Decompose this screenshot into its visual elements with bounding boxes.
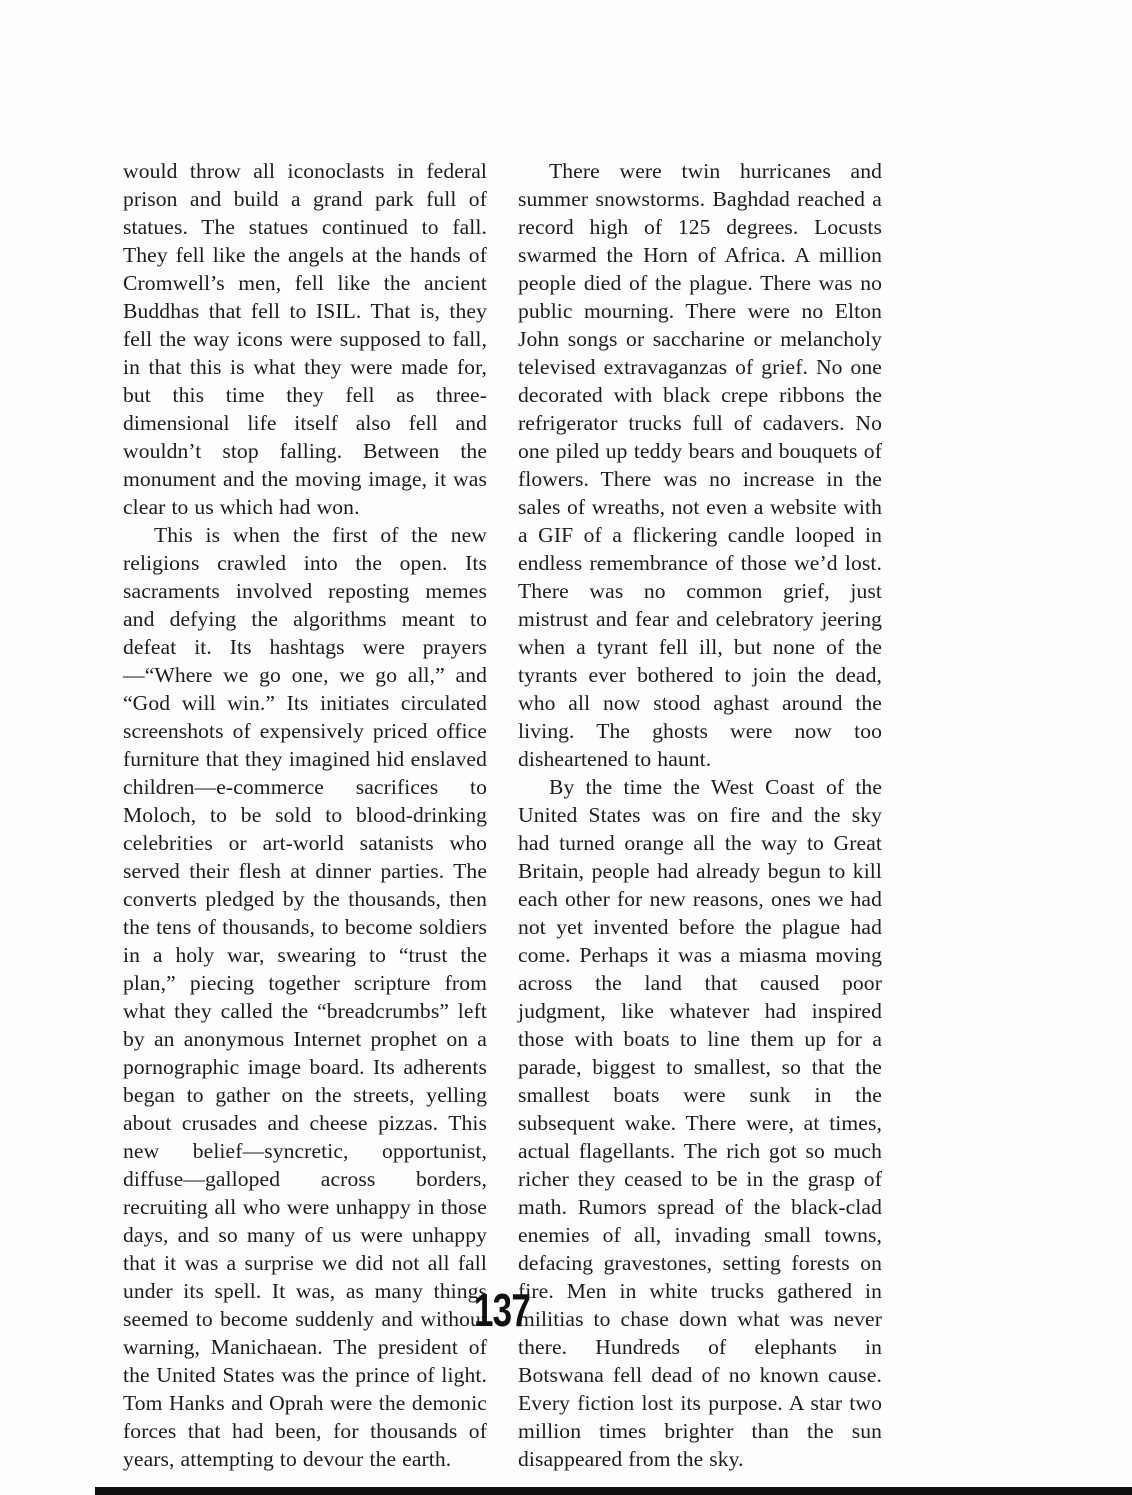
body-paragraph: There were twin hurricanes and summer snowstorms. Baghdad reached a record high of 125 degrees. Locusts swarmed the Horn of Africa. A million people died of the plague. There was no public mourning. There were no Elton John songs or saccharine or melancholy televised extravaganzas of grief. No one decorated with black crepe ribbons the refrigerator trucks full of cadavers. No one piled up teddy bears and bouquets of flowers. There was no increase in the sales of wreaths, not even a website with a GIF of a flickering candle looped in endless remembrance of those we’d lost. There was no common grief, just mistrust and fear and celebratory jeering when a tyrant fell ill, but none of the tyrants ever bothered to join the dead, who all now stood aghast around the living. The ghosts were now too disheartened to haunt. — [518, 159, 882, 771]
text-columns — [123, 157, 883, 1473]
body-paragraph: By the time the West Coast of the United States was on fire and the sky had turned orange all the way to Great Britain, people had already begun to kill each other for new reasons, ones we had not yet invented before the plague had come. Perhaps it was a miasma moving across the land that caused poor judgment, like whatever had inspired those with boats to line them up for a parade, biggest to smallest, so that the smallest boats were sunk in the subsequent wake. There were, at times, actual flagellants. The rich got so much richer they ceased to be in the grasp of math. Rumors spread of the black-clad enemies of all, invading small towns, defacing gravestones, setting forests on fire. Men in white trucks gathered in militias to chase down what was never there. Hundreds of elephants in Botswana fell dead of no known cause. Every fiction lost its purpose. A star two million times brighter than the sun disappeared from the sky. — [518, 775, 882, 1471]
page-edge-bar — [95, 1487, 1132, 1495]
right-column — [518, 157, 882, 1473]
body-paragraph: would throw all iconoclasts in federal prison and build a grand park full of statues. The statues continued to fall. They fell like the angels at the hands of Cromwell’s men, fell like the ancient Buddhas that fell to ISIL. That is, they fell the way icons were supposed to fall, in that this is what they were made for, but this time they fell as three-dimensional life itself also fell and wouldn’t stop falling. Between the monument and the moving image, it was clear to us which had won. — [123, 159, 487, 519]
left-column — [123, 157, 487, 1473]
page-number: 137 — [473, 1284, 531, 1336]
body-paragraph: This is when the first of the new religions crawled into the open. Its sacraments involved reposting memes and defying the algorithms meant to defeat it. Its hashtags were prayers—“Where we go one, we go all,” and “God will win.” Its initiates circulated screenshots of expensively priced office furniture that they imagined hid enslaved children—e-commerce sacrifices to Moloch, to be sold to blood-drinking celebrities or art-world satanists who served their flesh at dinner parties. The converts pledged by the thousands, then the tens of thousands, to become soldiers in a holy war, swearing to “trust the plan,” piecing together scripture from what they called the “breadcrumbs” left by an anonymous Internet prophet on a pornographic image board. Its adherents began to gather on the streets, yelling about crusades and cheese pizzas. This new belief—syncretic, opportunist, diffuse—galloped across borders, recruiting all who were unhappy in those days, and so many of us were unhappy that it was a surprise we did not all fall under its spell. It was, as many things seemed to become suddenly and without warning, Manichaean. The president of the United States was the prince of light. Tom Hanks and Oprah were the demonic forces that had been, for thousands of years, attempting to devour the earth. — [123, 523, 487, 1471]
